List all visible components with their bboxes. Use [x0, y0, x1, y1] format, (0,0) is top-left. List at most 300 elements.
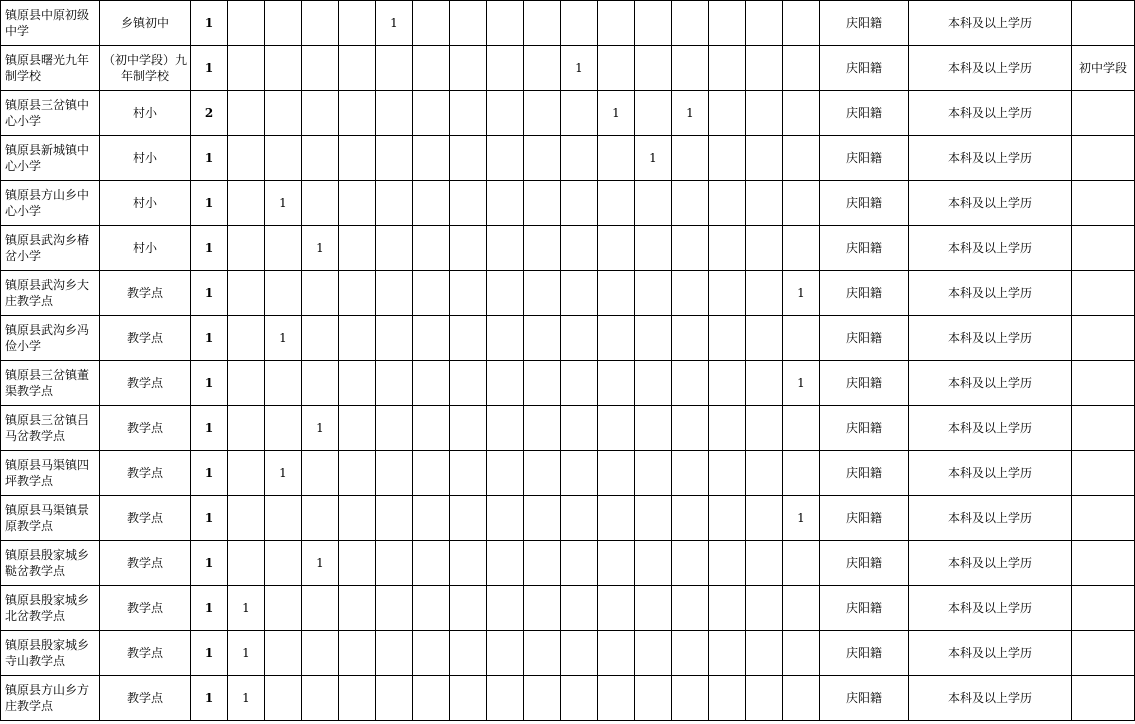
school-type-cell: 教学点 [100, 271, 191, 316]
note-cell [1072, 676, 1135, 721]
subject-count-cell [635, 361, 672, 406]
subject-count-cell [450, 136, 487, 181]
subject-count-cell [635, 496, 672, 541]
subject-count-cell [487, 541, 524, 586]
subject-count-cell [524, 496, 561, 541]
subject-count-cell [783, 1, 820, 46]
subject-count-cell [635, 316, 672, 361]
subject-count-cell [339, 631, 376, 676]
subject-count-cell [746, 91, 783, 136]
subject-count-cell: 1 [598, 91, 635, 136]
subject-count-cell [598, 676, 635, 721]
school-type-cell: 村小 [100, 226, 191, 271]
household-origin-cell: 庆阳籍 [820, 406, 909, 451]
subject-count-cell [709, 271, 746, 316]
subject-count-cell [746, 271, 783, 316]
subject-count-cell [450, 316, 487, 361]
school-name-cell: 镇原县方山乡中心小学 [1, 181, 100, 226]
subject-count-cell [376, 631, 413, 676]
subject-count-cell [487, 361, 524, 406]
education-requirement-cell: 本科及以上学历 [909, 271, 1072, 316]
subject-count-cell [265, 496, 302, 541]
subject-count-cell [450, 451, 487, 496]
subject-count-cell [561, 631, 598, 676]
subject-count-cell [672, 541, 709, 586]
position-total-cell: 1 [191, 1, 228, 46]
education-requirement-cell: 本科及以上学历 [909, 226, 1072, 271]
school-type-cell: 村小 [100, 136, 191, 181]
subject-count-cell [339, 316, 376, 361]
subject-count-cell [672, 1, 709, 46]
subject-count-cell [672, 676, 709, 721]
subject-count-cell [376, 676, 413, 721]
subject-count-cell [302, 451, 339, 496]
note-cell [1072, 406, 1135, 451]
subject-count-cell [339, 226, 376, 271]
subject-count-cell [265, 586, 302, 631]
position-total-cell: 1 [191, 226, 228, 271]
subject-count-cell [487, 631, 524, 676]
subject-count-cell [487, 1, 524, 46]
subject-count-cell [672, 406, 709, 451]
school-type-cell: 教学点 [100, 451, 191, 496]
subject-count-cell [598, 631, 635, 676]
school-name-cell: 镇原县武沟乡大庄教学点 [1, 271, 100, 316]
subject-count-cell [413, 496, 450, 541]
school-name-cell: 镇原县马渠镇景原教学点 [1, 496, 100, 541]
table-row [1, 586, 1135, 631]
school-name-cell: 镇原县新城镇中心小学 [1, 136, 100, 181]
subject-count-cell: 1 [783, 271, 820, 316]
subject-count-cell [635, 46, 672, 91]
subject-count-cell [450, 586, 487, 631]
school-type-cell: 教学点 [100, 496, 191, 541]
subject-count-cell: 1 [672, 91, 709, 136]
subject-count-cell [487, 406, 524, 451]
table-row [1, 181, 1135, 226]
subject-count-cell [450, 46, 487, 91]
subject-count-cell [672, 181, 709, 226]
position-total-cell: 1 [191, 586, 228, 631]
subject-count-cell [598, 136, 635, 181]
note-cell: 初中学段 [1072, 46, 1135, 91]
household-origin-cell: 庆阳籍 [820, 451, 909, 496]
table-row [1, 496, 1135, 541]
subject-count-cell [524, 316, 561, 361]
subject-count-cell [783, 91, 820, 136]
subject-count-cell [598, 46, 635, 91]
position-total-cell: 1 [191, 361, 228, 406]
subject-count-cell [339, 136, 376, 181]
position-total-cell: 1 [191, 496, 228, 541]
subject-count-cell [413, 136, 450, 181]
table-row [1, 1, 1135, 46]
subject-count-cell [672, 136, 709, 181]
household-origin-cell: 庆阳籍 [820, 181, 909, 226]
subject-count-cell [487, 181, 524, 226]
subject-count-cell [228, 496, 265, 541]
subject-count-cell [635, 631, 672, 676]
school-type-cell: 教学点 [100, 406, 191, 451]
subject-count-cell [487, 271, 524, 316]
school-type-cell: 教学点 [100, 361, 191, 406]
table-row [1, 541, 1135, 586]
subject-count-cell [228, 91, 265, 136]
subject-count-cell [561, 361, 598, 406]
position-total-cell: 1 [191, 541, 228, 586]
subject-count-cell [783, 631, 820, 676]
subject-count-cell [598, 181, 635, 226]
subject-count-cell [228, 226, 265, 271]
subject-count-cell [339, 586, 376, 631]
subject-count-cell [228, 136, 265, 181]
education-requirement-cell: 本科及以上学历 [909, 586, 1072, 631]
subject-count-cell: 1 [302, 406, 339, 451]
subject-count-cell [561, 541, 598, 586]
subject-count-cell [709, 91, 746, 136]
subject-count-cell [598, 271, 635, 316]
note-cell [1072, 361, 1135, 406]
household-origin-cell: 庆阳籍 [820, 496, 909, 541]
table-row [1, 451, 1135, 496]
note-cell [1072, 271, 1135, 316]
subject-count-cell [413, 316, 450, 361]
subject-count-cell [783, 46, 820, 91]
subject-count-cell [635, 226, 672, 271]
subject-count-cell [598, 226, 635, 271]
subject-count-cell [672, 631, 709, 676]
subject-count-cell [672, 46, 709, 91]
note-cell [1072, 181, 1135, 226]
subject-count-cell [376, 316, 413, 361]
subject-count-cell [413, 91, 450, 136]
subject-count-cell: 1 [228, 586, 265, 631]
subject-count-cell [302, 46, 339, 91]
subject-count-cell [487, 316, 524, 361]
school-name-cell: 镇原县殷家城乡北岔教学点 [1, 586, 100, 631]
subject-count-cell [450, 496, 487, 541]
subject-count-cell [635, 1, 672, 46]
subject-count-cell [524, 46, 561, 91]
subject-count-cell [561, 136, 598, 181]
subject-count-cell [376, 406, 413, 451]
subject-count-cell [339, 46, 376, 91]
subject-count-cell [487, 226, 524, 271]
subject-count-cell [265, 46, 302, 91]
note-cell [1072, 586, 1135, 631]
education-requirement-cell: 本科及以上学历 [909, 406, 1072, 451]
subject-count-cell [265, 361, 302, 406]
subject-count-cell [413, 451, 450, 496]
subject-count-cell [524, 136, 561, 181]
subject-count-cell [561, 226, 598, 271]
subject-count-cell [746, 676, 783, 721]
subject-count-cell [376, 361, 413, 406]
subject-count-cell [709, 1, 746, 46]
subject-count-cell [302, 496, 339, 541]
subject-count-cell [746, 406, 783, 451]
subject-count-cell [265, 541, 302, 586]
subject-count-cell [709, 406, 746, 451]
subject-count-cell [265, 406, 302, 451]
note-cell [1072, 226, 1135, 271]
subject-count-cell [672, 361, 709, 406]
subject-count-cell [746, 316, 783, 361]
subject-count-cell [413, 271, 450, 316]
subject-count-cell [376, 226, 413, 271]
table-row [1, 136, 1135, 181]
subject-count-cell [709, 451, 746, 496]
school-type-cell: 教学点 [100, 541, 191, 586]
household-origin-cell: 庆阳籍 [820, 586, 909, 631]
household-origin-cell: 庆阳籍 [820, 361, 909, 406]
position-total-cell: 1 [191, 676, 228, 721]
household-origin-cell: 庆阳籍 [820, 541, 909, 586]
note-cell [1072, 91, 1135, 136]
subject-count-cell [450, 271, 487, 316]
subject-count-cell [487, 676, 524, 721]
subject-count-cell [635, 586, 672, 631]
subject-count-cell [302, 271, 339, 316]
household-origin-cell: 庆阳籍 [820, 316, 909, 361]
subject-count-cell [339, 91, 376, 136]
subject-count-cell [635, 451, 672, 496]
education-requirement-cell: 本科及以上学历 [909, 631, 1072, 676]
subject-count-cell [265, 271, 302, 316]
position-total-cell: 1 [191, 316, 228, 361]
position-total-cell: 1 [191, 631, 228, 676]
subject-count-cell [709, 631, 746, 676]
subject-count-cell [228, 181, 265, 226]
subject-count-cell [487, 136, 524, 181]
school-name-cell: 镇原县马渠镇四坪教学点 [1, 451, 100, 496]
table-row [1, 316, 1135, 361]
subject-count-cell [450, 631, 487, 676]
household-origin-cell: 庆阳籍 [820, 1, 909, 46]
subject-count-cell [228, 541, 265, 586]
subject-count-cell [672, 451, 709, 496]
subject-count-cell [339, 676, 376, 721]
school-name-cell: 镇原县武沟乡椿岔小学 [1, 226, 100, 271]
note-cell [1072, 136, 1135, 181]
school-type-cell: 教学点 [100, 316, 191, 361]
subject-count-cell [524, 91, 561, 136]
position-total-cell: 2 [191, 91, 228, 136]
subject-count-cell [450, 676, 487, 721]
household-origin-cell: 庆阳籍 [820, 631, 909, 676]
subject-count-cell [524, 181, 561, 226]
school-name-cell: 镇原县三岔镇吕马岔教学点 [1, 406, 100, 451]
household-origin-cell: 庆阳籍 [820, 676, 909, 721]
subject-count-cell [709, 541, 746, 586]
subject-count-cell: 1 [376, 1, 413, 46]
subject-count-cell [339, 271, 376, 316]
subject-count-cell [376, 496, 413, 541]
subject-count-cell [413, 676, 450, 721]
subject-count-cell [450, 181, 487, 226]
subject-count-cell [783, 451, 820, 496]
subject-count-cell [598, 496, 635, 541]
subject-count-cell [413, 361, 450, 406]
education-requirement-cell: 本科及以上学历 [909, 451, 1072, 496]
school-type-cell: 乡镇初中 [100, 1, 191, 46]
subject-count-cell [598, 1, 635, 46]
school-name-cell: 镇原县方山乡方庄教学点 [1, 676, 100, 721]
subject-count-cell [339, 1, 376, 46]
subject-count-cell [598, 406, 635, 451]
school-type-cell: 教学点 [100, 631, 191, 676]
school-name-cell: 镇原县曙光九年制学校 [1, 46, 100, 91]
subject-count-cell [561, 586, 598, 631]
subject-count-cell [339, 361, 376, 406]
subject-count-cell [265, 631, 302, 676]
subject-count-cell [265, 1, 302, 46]
subject-count-cell [561, 451, 598, 496]
education-requirement-cell: 本科及以上学历 [909, 496, 1072, 541]
subject-count-cell [783, 136, 820, 181]
subject-count-cell [746, 361, 783, 406]
subject-count-cell [672, 316, 709, 361]
subject-count-cell [376, 541, 413, 586]
subject-count-cell [413, 181, 450, 226]
subject-count-cell: 1 [302, 541, 339, 586]
subject-count-cell [228, 46, 265, 91]
subject-count-cell [487, 586, 524, 631]
subject-count-cell [376, 586, 413, 631]
household-origin-cell: 庆阳籍 [820, 136, 909, 181]
school-type-cell: 教学点 [100, 586, 191, 631]
note-cell [1072, 541, 1135, 586]
subject-count-cell [709, 181, 746, 226]
subject-count-cell [746, 496, 783, 541]
household-origin-cell: 庆阳籍 [820, 91, 909, 136]
subject-count-cell [339, 541, 376, 586]
education-requirement-cell: 本科及以上学历 [909, 1, 1072, 46]
subject-count-cell [228, 316, 265, 361]
school-type-cell: （初中学段）九年制学校 [100, 46, 191, 91]
education-requirement-cell: 本科及以上学历 [909, 361, 1072, 406]
subject-count-cell [746, 586, 783, 631]
subject-count-cell [598, 586, 635, 631]
subject-count-cell [413, 631, 450, 676]
school-type-cell: 村小 [100, 91, 191, 136]
subject-count-cell [302, 361, 339, 406]
subject-count-cell [746, 451, 783, 496]
subject-count-cell [376, 91, 413, 136]
subject-count-cell [524, 1, 561, 46]
subject-count-cell [524, 586, 561, 631]
subject-count-cell [709, 136, 746, 181]
subject-count-cell [265, 226, 302, 271]
education-requirement-cell: 本科及以上学历 [909, 541, 1072, 586]
school-name-cell: 镇原县殷家城乡鞑岔教学点 [1, 541, 100, 586]
note-cell [1072, 631, 1135, 676]
subject-count-cell [413, 541, 450, 586]
subject-count-cell [487, 46, 524, 91]
subject-count-cell [561, 496, 598, 541]
subject-count-cell [598, 541, 635, 586]
subject-count-cell [746, 181, 783, 226]
household-origin-cell: 庆阳籍 [820, 271, 909, 316]
school-name-cell: 镇原县殷家城乡寺山教学点 [1, 631, 100, 676]
subject-count-cell [376, 271, 413, 316]
subject-count-cell: 1 [265, 181, 302, 226]
subject-count-cell [783, 181, 820, 226]
subject-count-cell [561, 676, 598, 721]
subject-count-cell: 1 [265, 316, 302, 361]
note-cell [1072, 451, 1135, 496]
subject-count-cell [783, 316, 820, 361]
education-requirement-cell: 本科及以上学历 [909, 316, 1072, 361]
subject-count-cell [487, 91, 524, 136]
education-requirement-cell: 本科及以上学历 [909, 46, 1072, 91]
education-requirement-cell: 本科及以上学历 [909, 91, 1072, 136]
subject-count-cell [746, 226, 783, 271]
school-name-cell: 镇原县三岔镇董渠教学点 [1, 361, 100, 406]
subject-count-cell [672, 586, 709, 631]
subject-count-cell [339, 406, 376, 451]
table-row [1, 226, 1135, 271]
education-requirement-cell: 本科及以上学历 [909, 181, 1072, 226]
subject-count-cell [413, 1, 450, 46]
subject-count-cell [746, 46, 783, 91]
subject-count-cell [487, 496, 524, 541]
subject-count-cell [709, 46, 746, 91]
subject-count-cell [672, 226, 709, 271]
subject-count-cell [450, 91, 487, 136]
subject-count-cell [561, 1, 598, 46]
subject-count-cell [598, 451, 635, 496]
subject-count-cell [413, 406, 450, 451]
subject-count-cell [302, 91, 339, 136]
school-name-cell: 镇原县中原初级中学 [1, 1, 100, 46]
subject-count-cell [339, 181, 376, 226]
subject-count-cell [228, 451, 265, 496]
subject-count-cell [746, 631, 783, 676]
subject-count-cell [302, 676, 339, 721]
subject-count-cell [450, 226, 487, 271]
subject-count-cell [376, 181, 413, 226]
subject-count-cell [450, 1, 487, 46]
subject-count-cell [561, 91, 598, 136]
subject-count-cell: 1 [228, 631, 265, 676]
position-total-cell: 1 [191, 271, 228, 316]
subject-count-cell [561, 271, 598, 316]
household-origin-cell: 庆阳籍 [820, 46, 909, 91]
subject-count-cell [265, 136, 302, 181]
subject-count-cell [746, 541, 783, 586]
subject-count-cell: 1 [561, 46, 598, 91]
subject-count-cell [302, 631, 339, 676]
position-total-cell: 1 [191, 451, 228, 496]
subject-count-cell [783, 406, 820, 451]
note-cell [1072, 316, 1135, 361]
subject-count-cell [635, 541, 672, 586]
subject-count-cell [228, 271, 265, 316]
education-requirement-cell: 本科及以上学历 [909, 676, 1072, 721]
subject-count-cell [450, 361, 487, 406]
subject-count-cell [635, 181, 672, 226]
subject-count-cell [561, 406, 598, 451]
subject-count-cell [376, 46, 413, 91]
table-row [1, 46, 1135, 91]
note-cell [1072, 496, 1135, 541]
table-body [1, 1, 1135, 721]
table-row [1, 91, 1135, 136]
position-total-cell: 1 [191, 181, 228, 226]
subject-count-cell [709, 496, 746, 541]
subject-count-cell [228, 361, 265, 406]
